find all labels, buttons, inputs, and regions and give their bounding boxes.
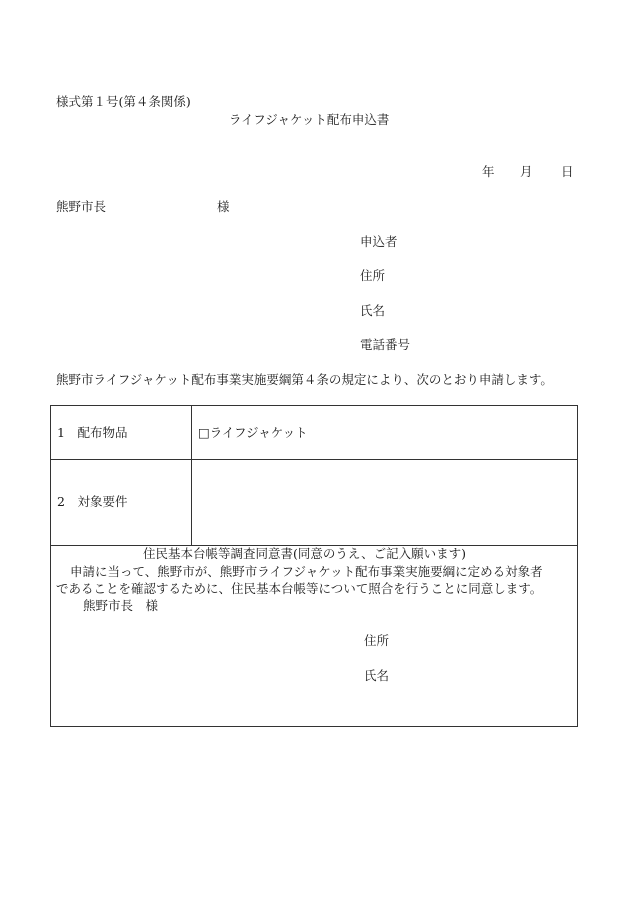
eligibility-label: 2 対象要件 — [57, 494, 128, 509]
table-row-divider — [51, 459, 577, 460]
application-table — [50, 405, 578, 727]
consent-address-label: 住所 — [364, 633, 390, 648]
applicant-name-label: 氏名 — [360, 303, 386, 318]
addressee-honorific: 様 — [217, 199, 230, 214]
addressee-name: 熊野市長 — [56, 199, 107, 214]
item-label: 1 配布物品 — [57, 425, 128, 440]
application-statement: 熊野市ライフジャケット配布事業実施要綱第４条の規定により、次のとおり申請します。 — [56, 372, 553, 387]
form-title: ライフジャケット配布申込書 — [229, 112, 390, 127]
consent-text-line: であることを確認するために、住民基本台帳等について照合を行うことに同意します。 — [56, 581, 543, 596]
applicant-address-label: 住所 — [360, 268, 386, 283]
applicant-label: 申込者 — [360, 234, 398, 249]
date-year-label: 年 — [482, 164, 495, 179]
item-value-checkbox[interactable]: □ライフジャケット — [198, 425, 308, 440]
applicant-phone-label: 電話番号 — [360, 337, 411, 352]
table-column-divider — [191, 406, 192, 545]
date-day-label: 日 — [561, 164, 574, 179]
date-month-label: 月 — [520, 164, 533, 179]
consent-heading: 住民基本台帳等調査同意書(同意のうえ、ご記入願います) — [143, 546, 467, 561]
consent-name-label: 氏名 — [364, 668, 390, 683]
consent-text-line: 申請に当って、熊野市が、熊野市ライフジャケット配布事業実施要綱に定める対象者 — [70, 564, 543, 579]
consent-addressee: 熊野市長 様 — [83, 598, 159, 613]
form-number: 様式第１号(第４条関係) — [56, 94, 191, 109]
